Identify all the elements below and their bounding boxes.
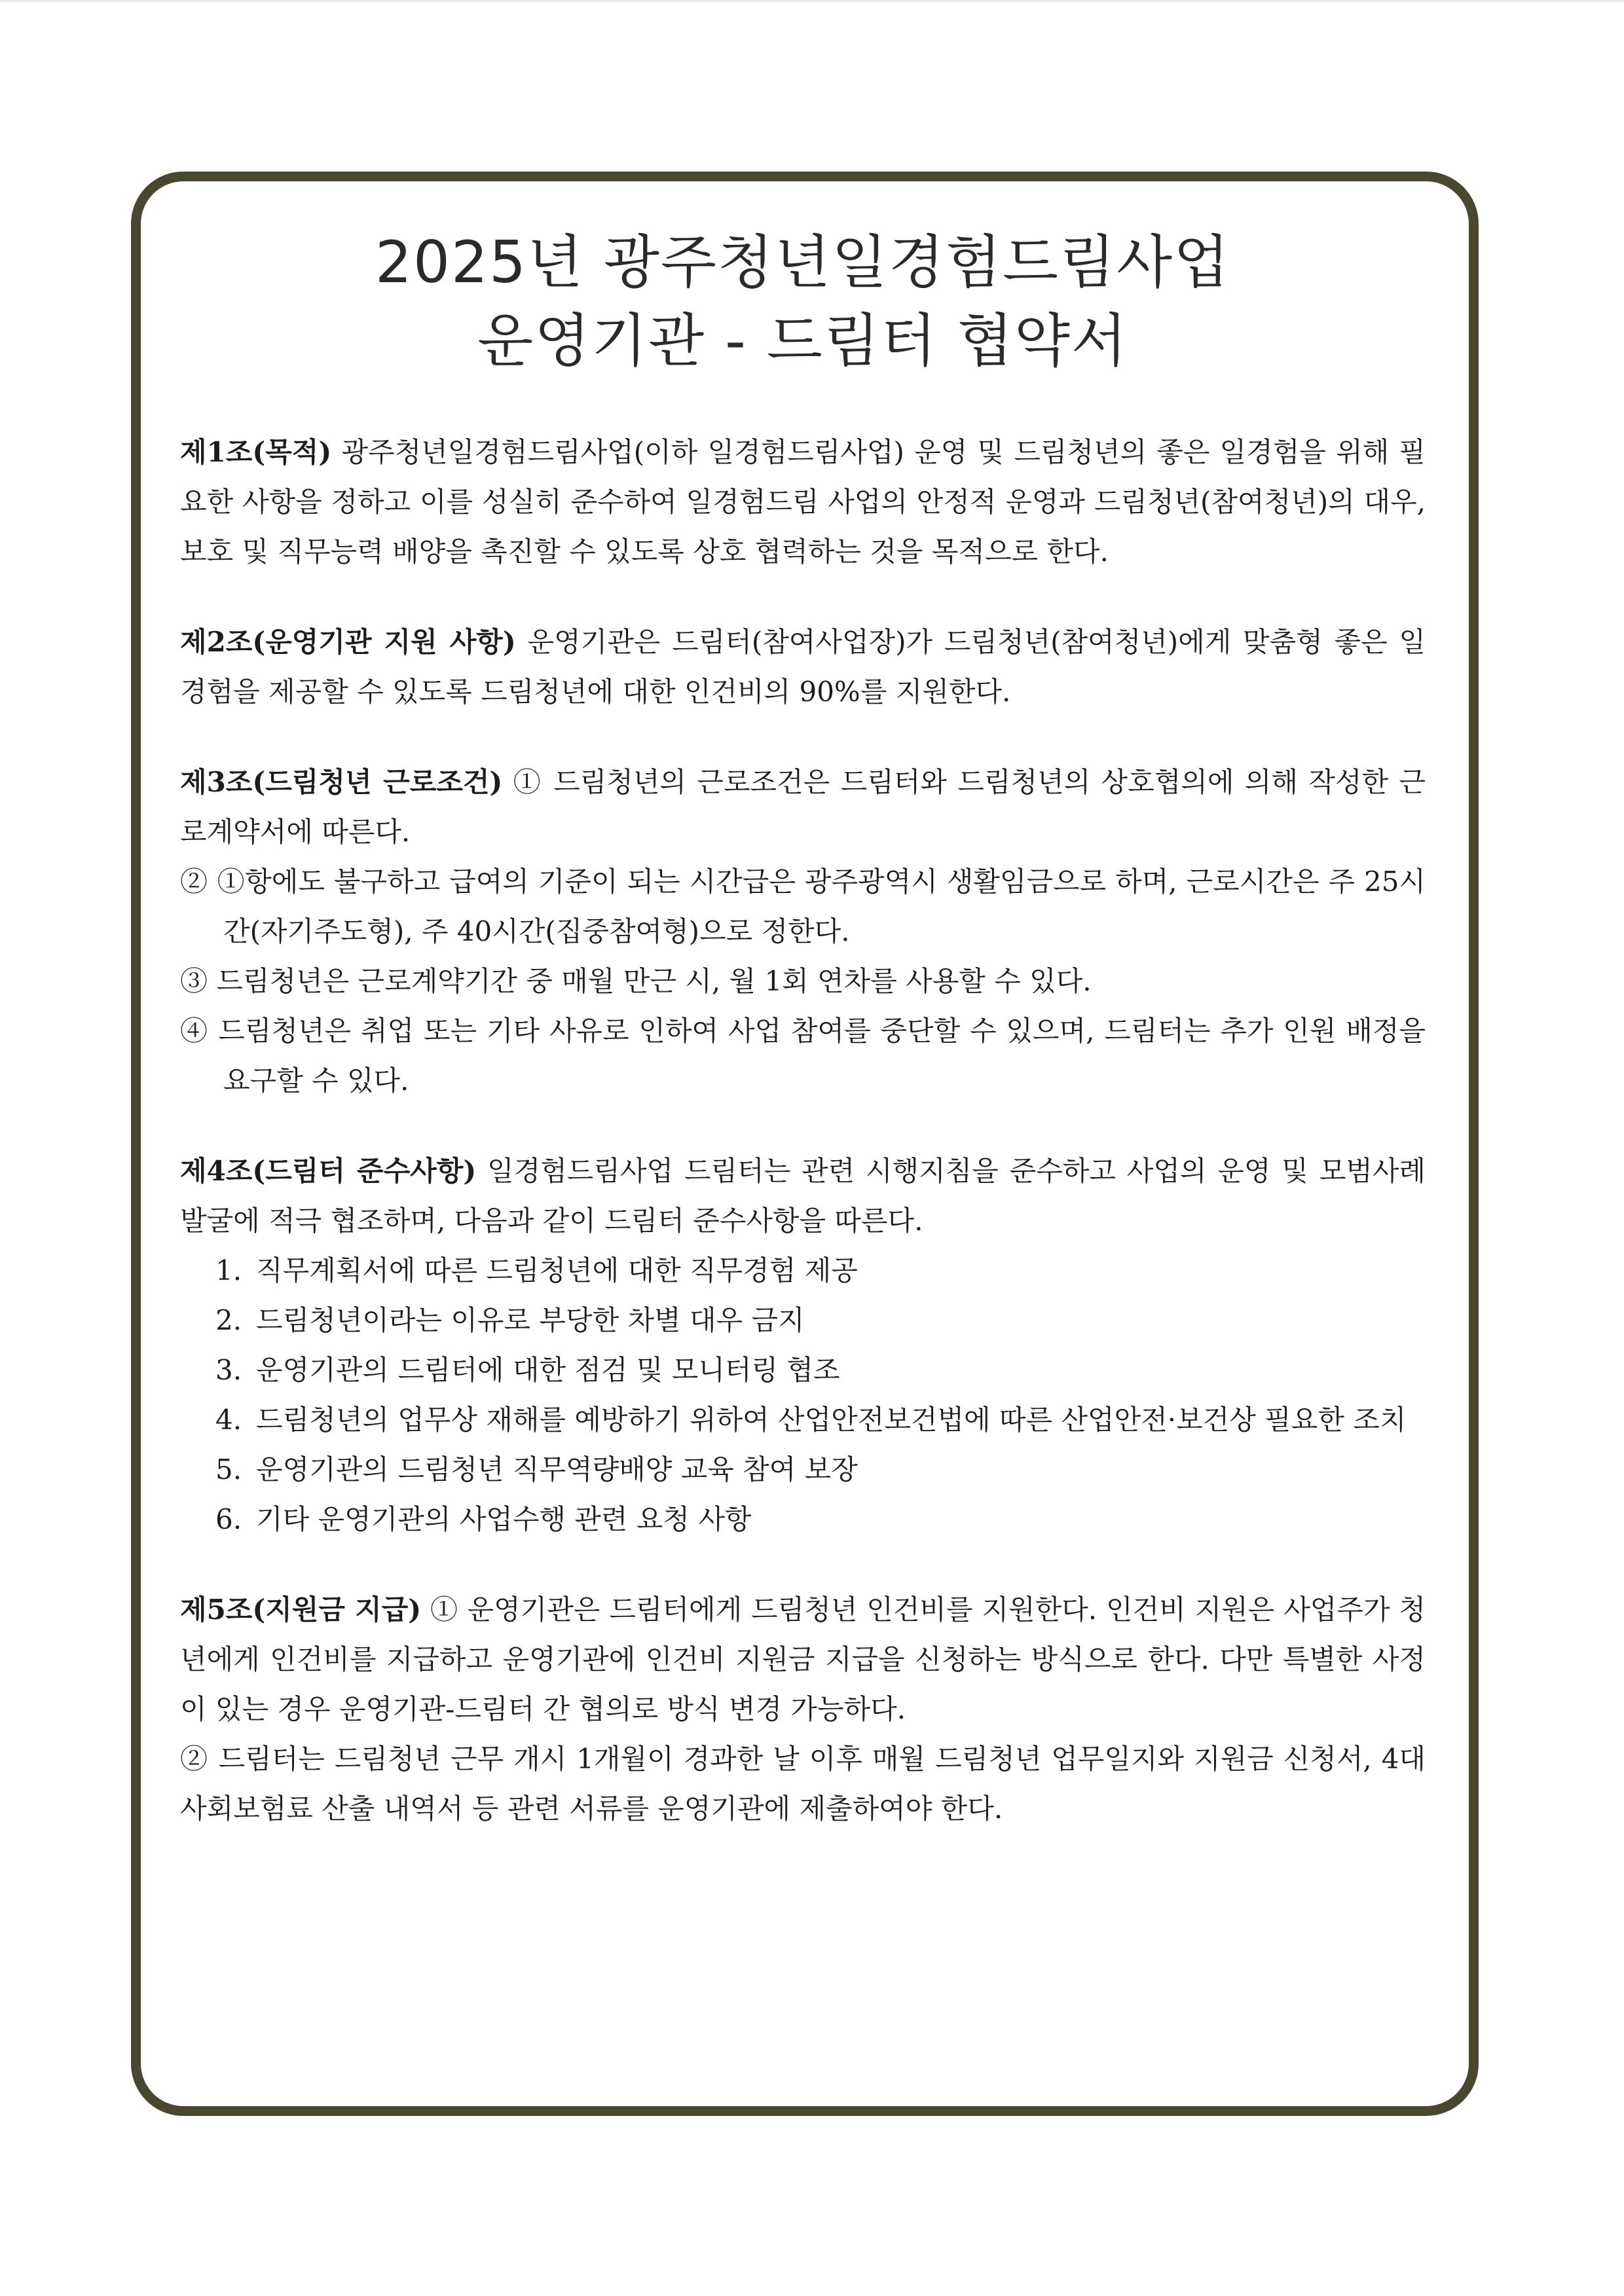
list-item-text: 직무계획서에 따른 드림청년에 대한 직무경험 제공	[256, 1254, 858, 1286]
article-3-paragraph	[180, 757, 1426, 857]
list-item-number: 4.	[215, 1404, 242, 1436]
list-item-number: 6.	[215, 1503, 242, 1535]
article-3-text: ① 드림청년의 근로조건은 드림터와 드림청년의 상호협의에 의해 작성한 근로계약서에 따른다.	[180, 766, 1426, 848]
list-item-number: 2.	[215, 1304, 242, 1336]
list-item-text: 드림청년의 업무상 재해를 예방하기 위하여 산업안전보건법에 따른 산업안전·보건상 필요한 조치	[256, 1404, 1407, 1436]
document-title	[180, 223, 1426, 380]
list-item-text: 운영기관의 드림터에 대한 점검 및 모니터링 협조	[256, 1354, 840, 1386]
list-item	[215, 1395, 1426, 1445]
title-line-2: 운영기관 - 드림터 협약서	[477, 307, 1128, 374]
list-item-text: 운영기관의 드림청년 직무역량배양 교육 참여 보장	[256, 1453, 858, 1485]
article-2-paragraph	[180, 617, 1426, 717]
article-1-paragraph	[180, 428, 1426, 577]
title-line-1: 2025년 광주청년일경험드림사업	[375, 228, 1231, 296]
article-3-heading: 제3조(드림청년 근로조건)	[180, 766, 503, 798]
scan-edge-line	[0, 0, 1624, 2]
list-item	[215, 1246, 1426, 1296]
article-4-list	[180, 1246, 1426, 1544]
article-5-paragraph	[180, 1585, 1426, 1734]
article-1-heading: 제1조(목적)	[180, 436, 332, 468]
list-item-text: 기타 운영기관의 사업수행 관련 요청 사항	[256, 1503, 752, 1535]
article-4-heading: 제4조(드림터 준수사항)	[180, 1155, 477, 1187]
list-item-number: 1.	[215, 1254, 242, 1286]
list-item	[215, 1296, 1426, 1345]
article-5-clause-2: ② 드림터는 드림청년 근무 개시 1개월이 경과한 날 이후 매월 드림청년 업무일지와 지원금 신청서, 4대 사회보험료 산출 내역서 등 관련 서류를 운영기관에 제출하여야 한다.	[180, 1743, 1426, 1825]
article-1-text: 광주청년일경험드림사업(이하 일경험드림사업) 운영 및 드림청년의 좋은 일경험을 위해 필요한 사항을 정하고 이를 성실히 준수하여 일경험드림 사업의 안정적 운영과 드림청년(참여청년)의 대우, 보호 및 직무능력 배양을 촉진할 수 있도록 상호 협력하는 것을 목적으로 한다.	[180, 436, 1426, 568]
list-item-text: 드림청년이라는 이유로 부당한 차별 대우 금지	[256, 1304, 805, 1336]
list-item	[215, 1445, 1426, 1495]
article-2-text: 운영기관은 드림터(참여사업장)가 드림청년(참여청년)에게 맞춤형 좋은 일경험을 제공할 수 있도록 드림청년에 대한 인건비의 90%를 지원한다.	[180, 626, 1426, 708]
article-5	[180, 1585, 1426, 1834]
article-3-clause-3: ③ 드림청년은 근로계약기간 중 매월 만근 시, 월 1회 연차를 사용할 수 있다.	[180, 965, 1092, 997]
document-frame	[131, 172, 1479, 2116]
article-2-heading: 제2조(운영기관 지원 사항)	[180, 626, 516, 658]
article-4	[180, 1146, 1426, 1544]
article-4-text: 일경험드림사업 드림터는 관련 시행지침을 준수하고 사업의 운영 및 모범사례 발굴에 적극 협조하며, 다음과 같이 드림터 준수사항을 따른다.	[180, 1155, 1426, 1237]
article-5-heading: 제5조(지원금 지급)	[180, 1594, 422, 1626]
article-5-text: ① 운영기관은 드림터에게 드림청년 인건비를 지원한다. 인건비 지원은 사업주가 청년에게 인건비를 지급하고 운영기관에 인건비 지원금 지급을 신청하는 방식으로 한다. 다만 특별한 사정이 있는 경우 운영기관-드림터 간 협의로 방식 변경 가능하다.	[180, 1594, 1426, 1725]
article-3	[180, 757, 1426, 1106]
article-1	[180, 428, 1426, 577]
article-3-clause-4: ④ 드림청년은 취업 또는 기타 사유로 인하여 사업 참여를 중단할 수 있으며, 드림터는 추가 인원 배정을 요구할 수 있다.	[180, 1015, 1426, 1097]
article-2	[180, 617, 1426, 717]
article-3-clause-2: ② ①항에도 불구하고 급여의 기준이 되는 시간급은 광주광역시 생활임금으로 하며, 근로시간은 주 25시간(자기주도형), 주 40시간(집중참여형)으로 정한다.	[180, 866, 1426, 947]
list-item	[215, 1495, 1426, 1544]
list-item-number: 3.	[215, 1354, 242, 1386]
article-4-paragraph	[180, 1146, 1426, 1246]
list-item-number: 5.	[215, 1453, 242, 1485]
list-item	[215, 1345, 1426, 1395]
